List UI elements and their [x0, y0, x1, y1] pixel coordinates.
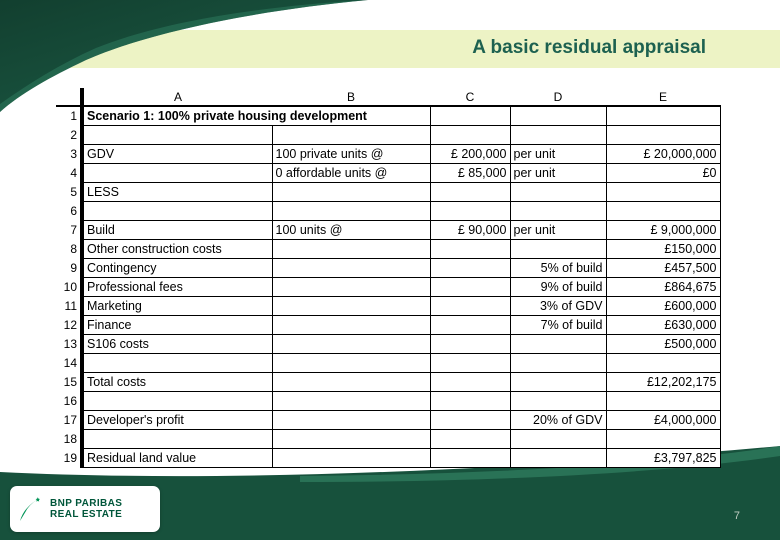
- sheet-cell: [510, 182, 606, 201]
- bnp-paribas-logo-icon: [18, 494, 44, 524]
- sheet-cell: £4,000,000: [606, 410, 720, 429]
- row-number: 8: [56, 239, 82, 258]
- row-number: 17: [56, 410, 82, 429]
- column-header: C: [430, 88, 510, 106]
- sheet-row: [56, 182, 720, 201]
- sheet-cell: [606, 125, 720, 144]
- sheet-cell: [272, 372, 430, 391]
- row-number: 5: [56, 182, 82, 201]
- sheet-cell: £600,000: [606, 296, 720, 315]
- sheet-cell: [510, 106, 606, 125]
- sheet-cell: £3,797,825: [606, 448, 720, 467]
- sheet-cell: Scenario 1: 100% private housing development: [82, 106, 430, 125]
- sheet-cell: Marketing: [82, 296, 272, 315]
- sheet-cell: £ 85,000: [430, 163, 510, 182]
- sheet-cell: 9% of build: [510, 277, 606, 296]
- sheet-cell: [510, 334, 606, 353]
- sheet-cell: [272, 429, 430, 448]
- sheet-cell: £457,500: [606, 258, 720, 277]
- sheet-cell: 3% of GDV: [510, 296, 606, 315]
- sheet-cell: [272, 391, 430, 410]
- sheet-row: [56, 334, 720, 353]
- sheet-cell: [430, 410, 510, 429]
- sheet-cell: 100 private units @: [272, 144, 430, 163]
- sheet-cell: Residual land value: [82, 448, 272, 467]
- sheet-cell: [430, 334, 510, 353]
- sheet-cell: £150,000: [606, 239, 720, 258]
- sheet-cell: [430, 201, 510, 220]
- column-header: D: [510, 88, 606, 106]
- sheet-cell: [510, 429, 606, 448]
- sheet-cell: Contingency: [82, 258, 272, 277]
- sheet-cell: [430, 182, 510, 201]
- sheet-cell: [430, 239, 510, 258]
- row-number: 4: [56, 163, 82, 182]
- sheet-cell: [272, 125, 430, 144]
- sheet-cell: [82, 201, 272, 220]
- sheet-row: [56, 201, 720, 220]
- sheet-row: [56, 372, 720, 391]
- sheet-cell: £ 90,000: [430, 220, 510, 239]
- column-header: E: [606, 88, 720, 106]
- sheet-cell: LESS: [82, 182, 272, 201]
- sheet-cell: [430, 296, 510, 315]
- sheet-cell: £630,000: [606, 315, 720, 334]
- sheet-row: [56, 258, 720, 277]
- sheet-cell: [606, 391, 720, 410]
- sheet-cell: [606, 182, 720, 201]
- sheet-row: [56, 144, 720, 163]
- sheet-cell: Build: [82, 220, 272, 239]
- sheet-cell: [272, 448, 430, 467]
- sheet-cell: [510, 391, 606, 410]
- sheet-cell: [272, 182, 430, 201]
- sheet-cell: [272, 410, 430, 429]
- row-number: 16: [56, 391, 82, 410]
- row-number: 2: [56, 125, 82, 144]
- page-number: 7: [733, 510, 740, 522]
- sheet-cell: [510, 448, 606, 467]
- logo-text: [50, 498, 122, 521]
- sheet-cell: [430, 106, 510, 125]
- logo-card: [10, 486, 160, 532]
- sheet-cell: [430, 353, 510, 372]
- row-number: 7: [56, 220, 82, 239]
- row-number: 14: [56, 353, 82, 372]
- sheet-cell: per unit: [510, 220, 606, 239]
- sheet-cell: Professional fees: [82, 277, 272, 296]
- sheet-row: [56, 315, 720, 334]
- sheet-cell: [606, 201, 720, 220]
- sheet-cell: £500,000: [606, 334, 720, 353]
- sheet-cell: [510, 239, 606, 258]
- logo-line-1: BNP PARIBAS: [50, 497, 123, 509]
- sheet-cell: [606, 106, 720, 125]
- sheet-cell: [430, 429, 510, 448]
- sheet-cell: [272, 315, 430, 334]
- sheet-cell: Total costs: [82, 372, 272, 391]
- sheet-row: [56, 239, 720, 258]
- sheet-row: [56, 448, 720, 467]
- row-number: 19: [56, 448, 82, 467]
- sheet-cell: [272, 277, 430, 296]
- sheet-row: [56, 277, 720, 296]
- column-header: A: [82, 88, 272, 106]
- sheet-cell: [82, 429, 272, 448]
- sheet-cell: [82, 125, 272, 144]
- sheet-cell: [430, 315, 510, 334]
- sheet-cell: [510, 372, 606, 391]
- sheet-cell: [272, 353, 430, 372]
- sheet-cell: [272, 239, 430, 258]
- sheet-row: [56, 429, 720, 448]
- sheet-row: [56, 125, 720, 144]
- sheet-row: [56, 220, 720, 239]
- sheet-row: [56, 296, 720, 315]
- sheet-cell: 0 affordable units @: [272, 163, 430, 182]
- sheet-cell: Developer's profit: [82, 410, 272, 429]
- sheet-cell: [430, 372, 510, 391]
- sheet-cell: [82, 163, 272, 182]
- sheet-cell: £ 9,000,000: [606, 220, 720, 239]
- sheet-cell: £0: [606, 163, 720, 182]
- sheet-cell: [82, 353, 272, 372]
- row-number: 10: [56, 277, 82, 296]
- row-number: 15: [56, 372, 82, 391]
- sheet-cell: [272, 296, 430, 315]
- row-number: 12: [56, 315, 82, 334]
- sheet-cell: Other construction costs: [82, 239, 272, 258]
- spreadsheet: [56, 88, 721, 468]
- sheet-cell: S106 costs: [82, 334, 272, 353]
- row-number: 9: [56, 258, 82, 277]
- column-header: B: [272, 88, 430, 106]
- sheet-cell: £ 200,000: [430, 144, 510, 163]
- logo-line-2: REAL ESTATE: [50, 509, 123, 520]
- sheet-row: [56, 163, 720, 182]
- sheet-cell: £12,202,175: [606, 372, 720, 391]
- sheet-cell: [272, 334, 430, 353]
- sheet-row: [56, 353, 720, 372]
- sheet-cell: [606, 353, 720, 372]
- row-number: 18: [56, 429, 82, 448]
- sheet-cell: 100 units @: [272, 220, 430, 239]
- spreadsheet-container: [56, 88, 721, 468]
- sheet-cell: £864,675: [606, 277, 720, 296]
- sheet-cell: [430, 277, 510, 296]
- sheet-cell: [510, 353, 606, 372]
- sheet-cell: £ 20,000,000: [606, 144, 720, 163]
- sheet-cell: [272, 201, 430, 220]
- sheet-cell: [430, 448, 510, 467]
- sheet-cell: [82, 391, 272, 410]
- sheet-cell: [606, 429, 720, 448]
- sheet-cell: [510, 125, 606, 144]
- sheet-row: [56, 391, 720, 410]
- sheet-cell: [510, 201, 606, 220]
- sheet-cell: Finance: [82, 315, 272, 334]
- sheet-cell: 5% of build: [510, 258, 606, 277]
- sheet-cell: [430, 391, 510, 410]
- sheet-cell: 7% of build: [510, 315, 606, 334]
- slide-title: A basic residual appraisal: [472, 37, 706, 58]
- row-number: 13: [56, 334, 82, 353]
- sheet-cell: 20% of GDV: [510, 410, 606, 429]
- sheet-cell: [430, 125, 510, 144]
- row-number: 1: [56, 106, 82, 125]
- sheet-cell: [430, 258, 510, 277]
- row-number: 6: [56, 201, 82, 220]
- corner-swoosh-decoration: [0, 0, 400, 120]
- sheet-cell: per unit: [510, 144, 606, 163]
- sheet-cell: per unit: [510, 163, 606, 182]
- sheet-cell: GDV: [82, 144, 272, 163]
- row-number: 11: [56, 296, 82, 315]
- row-number: 3: [56, 144, 82, 163]
- sheet-cell: [272, 258, 430, 277]
- sheet-row: [56, 410, 720, 429]
